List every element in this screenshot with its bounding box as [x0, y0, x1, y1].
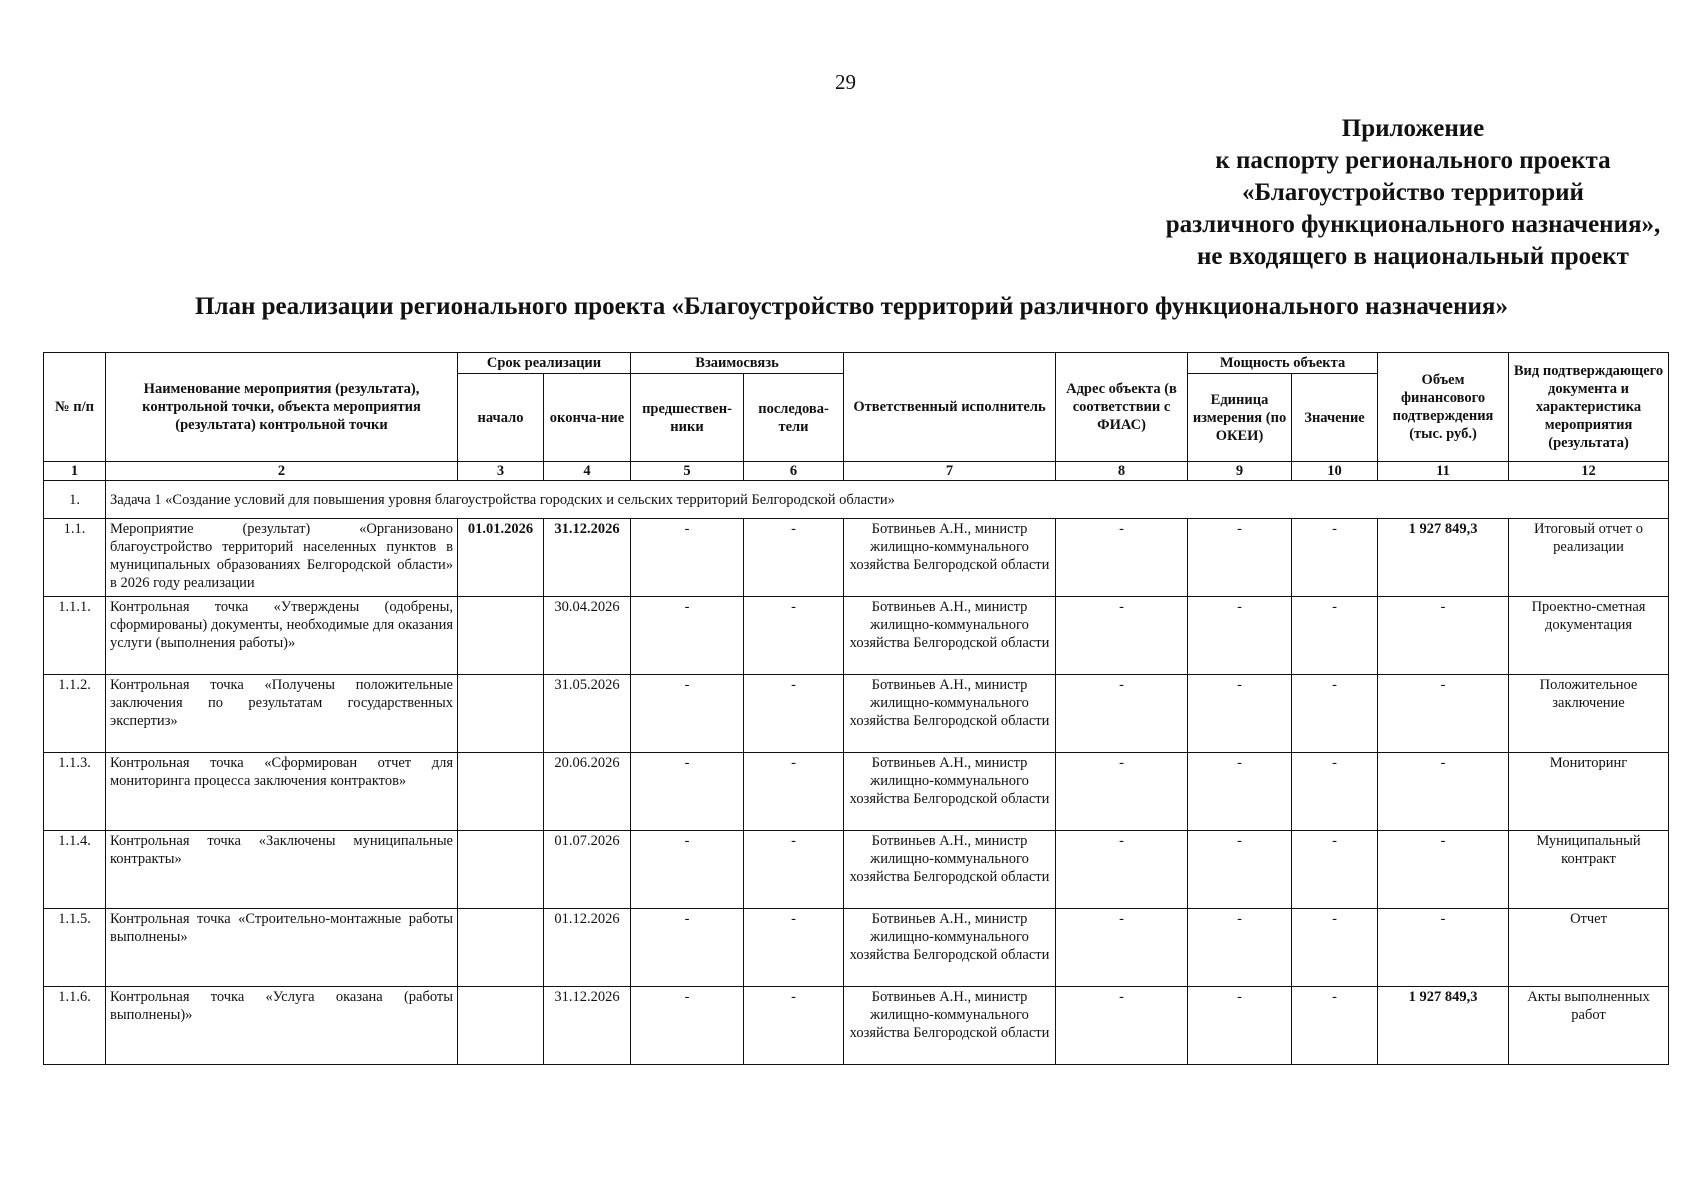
header-address: Адрес объекта (в соответствии с ФИАС)	[1056, 353, 1188, 462]
row-num: 1.1.2.	[44, 675, 106, 753]
table-row	[44, 909, 1669, 987]
row-value: -	[1292, 519, 1378, 597]
row-num: 1.1.3.	[44, 753, 106, 831]
column-number: 5	[631, 462, 744, 481]
row-name: Контрольная точка «Заключены муниципальные контракты»	[106, 831, 458, 909]
column-number: 8	[1056, 462, 1188, 481]
row-start	[458, 987, 544, 1065]
header-responsible: Ответственный исполнитель	[844, 353, 1056, 462]
task-text: Задача 1 «Создание условий для повышения уровня благоустройства городских и сельских территорий Белгородской области»	[106, 481, 1669, 519]
row-unit: -	[1188, 909, 1292, 987]
row-doc: Отчет	[1509, 909, 1669, 987]
table-row	[44, 519, 1669, 597]
row-finance: -	[1378, 909, 1509, 987]
row-name: Контрольная точка «Услуга оказана (работы выполнены)»	[106, 987, 458, 1065]
row-end: 31.12.2026	[544, 519, 631, 597]
row-unit: -	[1188, 753, 1292, 831]
row-address: -	[1056, 519, 1188, 597]
row-start	[458, 675, 544, 753]
column-number-row	[44, 462, 1669, 481]
plan-table	[43, 352, 1669, 1065]
header-name: Наименование мероприятия (результата), контрольной точки, объекта мероприятия (результата) контрольной точки	[106, 353, 458, 462]
row-responsible: Ботвиньев А.Н., министр жилищно-коммунального хозяйства Белгородской области	[844, 909, 1056, 987]
row-address: -	[1056, 597, 1188, 675]
appendix-line: различного функционального назначения»,	[1165, 211, 1661, 238]
appendix-heading	[1133, 113, 1693, 273]
row-responsible: Ботвиньев А.Н., министр жилищно-коммунального хозяйства Белгородской области	[844, 831, 1056, 909]
row-end: 01.12.2026	[544, 909, 631, 987]
table-row	[44, 597, 1669, 675]
appendix-line: не входящего в национальный проект	[1197, 243, 1629, 270]
header-power-group: Мощность объекта	[1188, 353, 1378, 374]
row-finance: -	[1378, 597, 1509, 675]
header-link-group: Взаимосвязь	[631, 353, 844, 374]
column-number: 3	[458, 462, 544, 481]
row-value: -	[1292, 675, 1378, 753]
row-end: 01.07.2026	[544, 831, 631, 909]
header-doc-type: Вид подтверждающего документа и характеристика мероприятия (результата)	[1509, 353, 1669, 462]
row-num: 1.1.6.	[44, 987, 106, 1065]
row-name: Контрольная точка «Строительно-монтажные работы выполнены»	[106, 909, 458, 987]
row-value: -	[1292, 597, 1378, 675]
row-value: -	[1292, 909, 1378, 987]
row-finance: -	[1378, 753, 1509, 831]
row-start	[458, 909, 544, 987]
row-end: 31.12.2026	[544, 987, 631, 1065]
row-finance: -	[1378, 675, 1509, 753]
table-row	[44, 675, 1669, 753]
column-number: 10	[1292, 462, 1378, 481]
appendix-line: к паспорту регионального проекта	[1215, 147, 1611, 174]
row-value: -	[1292, 753, 1378, 831]
row-doc: Мониторинг	[1509, 753, 1669, 831]
row-responsible: Ботвиньев А.Н., министр жилищно-коммунального хозяйства Белгородской области	[844, 753, 1056, 831]
row-next: -	[744, 753, 844, 831]
appendix-line: Приложение	[1341, 115, 1485, 142]
row-num: 1.1.4.	[44, 831, 106, 909]
column-number: 4	[544, 462, 631, 481]
row-address: -	[1056, 987, 1188, 1065]
header-term-start: начало	[458, 374, 544, 462]
row-responsible: Ботвиньев А.Н., министр жилищно-коммунального хозяйства Белгородской области	[844, 597, 1056, 675]
row-prev: -	[631, 597, 744, 675]
row-prev: -	[631, 675, 744, 753]
table-row	[44, 987, 1669, 1065]
row-name: Контрольная точка «Утверждены (одобрены, сформированы) документы, необходимые для оказания услуги (выполнения работы)»	[106, 597, 458, 675]
table-row	[44, 753, 1669, 831]
row-prev: -	[631, 831, 744, 909]
task-num: 1.	[44, 481, 106, 519]
row-doc: Проектно-сметная документация	[1509, 597, 1669, 675]
row-responsible: Ботвиньев А.Н., министр жилищно-коммунального хозяйства Белгородской области	[844, 675, 1056, 753]
row-start	[458, 597, 544, 675]
row-next: -	[744, 987, 844, 1065]
column-number: 6	[744, 462, 844, 481]
row-unit: -	[1188, 597, 1292, 675]
row-responsible: Ботвиньев А.Н., министр жилищно-коммунального хозяйства Белгородской области	[844, 519, 1056, 597]
header-row	[44, 353, 1669, 374]
row-unit: -	[1188, 675, 1292, 753]
row-end: 30.04.2026	[544, 597, 631, 675]
column-number: 11	[1378, 462, 1509, 481]
task-row	[44, 481, 1669, 519]
row-next: -	[744, 909, 844, 987]
row-prev: -	[631, 987, 744, 1065]
row-next: -	[744, 831, 844, 909]
row-name: Контрольная точка «Сформирован отчет для мониторинга процесса заключения контрактов»	[106, 753, 458, 831]
header-finance: Объем финансового подтверждения (тыс. руб.)	[1378, 353, 1509, 462]
column-number: 2	[106, 462, 458, 481]
row-doc: Акты выполненных работ	[1509, 987, 1669, 1065]
header-power-value: Значение	[1292, 374, 1378, 462]
row-unit: -	[1188, 831, 1292, 909]
row-doc: Муниципальный контракт	[1509, 831, 1669, 909]
column-number: 1	[44, 462, 106, 481]
row-name: Контрольная точка «Получены положительные заключения по результатам государственных экспертиз»	[106, 675, 458, 753]
row-address: -	[1056, 675, 1188, 753]
row-responsible: Ботвиньев А.Н., министр жилищно-коммунального хозяйства Белгородской области	[844, 987, 1056, 1065]
row-address: -	[1056, 909, 1188, 987]
row-unit: -	[1188, 519, 1292, 597]
table-row	[44, 831, 1669, 909]
row-next: -	[744, 675, 844, 753]
row-doc: Итоговый отчет о реализации	[1509, 519, 1669, 597]
column-number: 7	[844, 462, 1056, 481]
row-value: -	[1292, 831, 1378, 909]
header-num: № п/п	[44, 353, 106, 462]
column-number: 9	[1188, 462, 1292, 481]
row-finance: -	[1378, 831, 1509, 909]
header-power-unit: Единица измерения (по ОКЕИ)	[1188, 374, 1292, 462]
row-name: Мероприятие (результат) «Организовано благоустройство территорий населенных пунктов в муниципальных образованиях Белгородской области» в 2026 году реализации	[106, 519, 458, 597]
row-value: -	[1292, 987, 1378, 1065]
row-address: -	[1056, 753, 1188, 831]
row-start: 01.01.2026	[458, 519, 544, 597]
row-doc: Положительное заключение	[1509, 675, 1669, 753]
row-next: -	[744, 597, 844, 675]
plan-title: План реализации регионального проекта «Благоустройство территорий различного функционального назначения»	[195, 293, 1508, 320]
row-end: 31.05.2026	[544, 675, 631, 753]
row-unit: -	[1188, 987, 1292, 1065]
appendix-line: «Благоустройство территорий	[1242, 179, 1584, 206]
row-start	[458, 831, 544, 909]
row-num: 1.1.	[44, 519, 106, 597]
row-num: 1.1.1.	[44, 597, 106, 675]
header-term-group: Срок реализации	[458, 353, 631, 374]
row-end: 20.06.2026	[544, 753, 631, 831]
header-link-next: последова-тели	[744, 374, 844, 462]
row-finance: 1 927 849,3	[1378, 987, 1509, 1065]
row-prev: -	[631, 753, 744, 831]
row-next: -	[744, 519, 844, 597]
row-num: 1.1.5.	[44, 909, 106, 987]
header-term-end: оконча-ние	[544, 374, 631, 462]
page-number: 29	[835, 70, 856, 94]
column-number: 12	[1509, 462, 1669, 481]
row-start	[458, 753, 544, 831]
row-address: -	[1056, 831, 1188, 909]
row-finance: 1 927 849,3	[1378, 519, 1509, 597]
header-link-prev: предшествен-ники	[631, 374, 744, 462]
row-prev: -	[631, 909, 744, 987]
row-prev: -	[631, 519, 744, 597]
